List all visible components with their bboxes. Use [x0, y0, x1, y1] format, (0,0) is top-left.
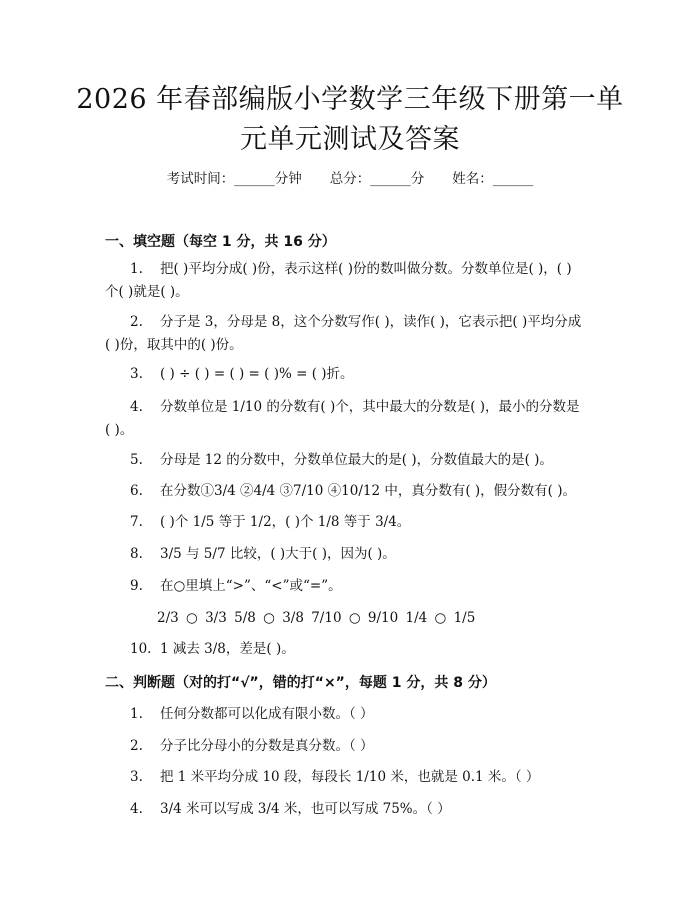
- question-text: 任何分数都可以化成有限小数。（ ）: [160, 706, 374, 722]
- question-text: 把 1 米平均分成 10 段，每段长 1/10 米，也就是 0.1 米。（ ）: [160, 769, 540, 785]
- question-number: 10.: [130, 641, 152, 657]
- question-text: ( )个 1/5 等于 1/2，( )个 1/8 等于 3/4。: [160, 514, 411, 530]
- question-number: 1.: [130, 706, 143, 722]
- question-number: 7.: [130, 514, 143, 530]
- question-text: 分数单位是 1/10 的分数有( )个，其中最大的分数是( )，最小的分数是: [160, 399, 580, 415]
- question-text-cont: ( )。: [105, 422, 134, 438]
- question-text: 1 减去 3/8，差是( )。: [160, 641, 295, 657]
- exam-time: 考试时间：______分钟: [166, 171, 302, 187]
- student-name: 姓名：______: [452, 171, 534, 187]
- question-number: 1.: [130, 261, 143, 277]
- question-1-6: [105, 480, 597, 503]
- question-number: 3.: [130, 769, 143, 785]
- title-line-2: 元单元测试及答案: [240, 124, 460, 155]
- question-text: 在分数①3/4 ②4/4 ③7/10 ④10/12 中，真分数有( )，假分数有( )。: [160, 483, 576, 499]
- question-number: 4.: [130, 801, 143, 817]
- section-1-heading: 一、填空题（每空 1 分，共 16 分）: [105, 234, 336, 250]
- question-1-8: [105, 543, 597, 566]
- question-number: 3.: [130, 366, 143, 382]
- question-number: 6.: [130, 483, 143, 499]
- question-1-7: [105, 511, 597, 534]
- question-text: 3/4 米可以写成 3/4 米，也可以写成 75%。（ ）: [160, 801, 451, 817]
- question-number: 2.: [130, 738, 143, 754]
- question-text-cont: ( )份，取其中的( )份。: [105, 337, 243, 353]
- question-number: 4.: [130, 399, 143, 415]
- title-line-1: 2026 年春部编版小学数学三年级下册第一单: [76, 84, 624, 115]
- question-1-5: [105, 449, 597, 472]
- question-2-4: [105, 798, 597, 821]
- question-text: 分子是 3，分母是 8，这个分数写作( )，读作( )，它表示把( )平均分成: [160, 314, 582, 330]
- question-text: 分母是 12 的分数中，分数单位最大的是( )，分数值最大的是( )。: [160, 452, 553, 468]
- question-number: 5.: [130, 452, 143, 468]
- exam-info: [0, 167, 700, 187]
- question-2-2: [105, 735, 597, 758]
- question-1-4: [105, 396, 597, 442]
- question-1-2: [105, 311, 597, 357]
- question-text: 分子比分母小的分数是真分数。（ ）: [160, 738, 374, 754]
- question-2-3: [105, 766, 597, 789]
- exam-score: 总分：______分: [329, 171, 425, 187]
- section-2-heading: 二、判断题（对的打“√”，错的打“×”，每题 1 分，共 8 分）: [105, 675, 496, 691]
- question-1-10: [105, 638, 597, 661]
- question-number: 2.: [130, 314, 143, 330]
- question-text: 把( )平均分成( )份，表示这样( )份的数叫做分数。分数单位是( )，( ): [160, 261, 572, 277]
- question-1-3: [105, 363, 597, 386]
- page-title: [60, 80, 640, 160]
- question-text: 在○里填上“>”、“<”或“=”。: [160, 578, 342, 594]
- question-text: ( ) ÷ ( ) = ( ) = ( )% = ( )折。: [160, 366, 354, 382]
- question-number: 8.: [130, 546, 143, 562]
- question-1-1: [105, 258, 597, 304]
- question-2-1: [105, 703, 597, 726]
- question-1-9: [105, 575, 597, 598]
- question-text-cont: 个( )就是( )。: [105, 284, 189, 300]
- question-text: 3/5 与 5/7 比较，( )大于( )，因为( )。: [160, 546, 396, 562]
- question-number: 9.: [130, 578, 143, 594]
- compare-row: 2/3 ○ 3/3 5/8 ○ 3/8 7/10 ○ 9/10 1/4 ○ 1/5: [157, 610, 476, 626]
